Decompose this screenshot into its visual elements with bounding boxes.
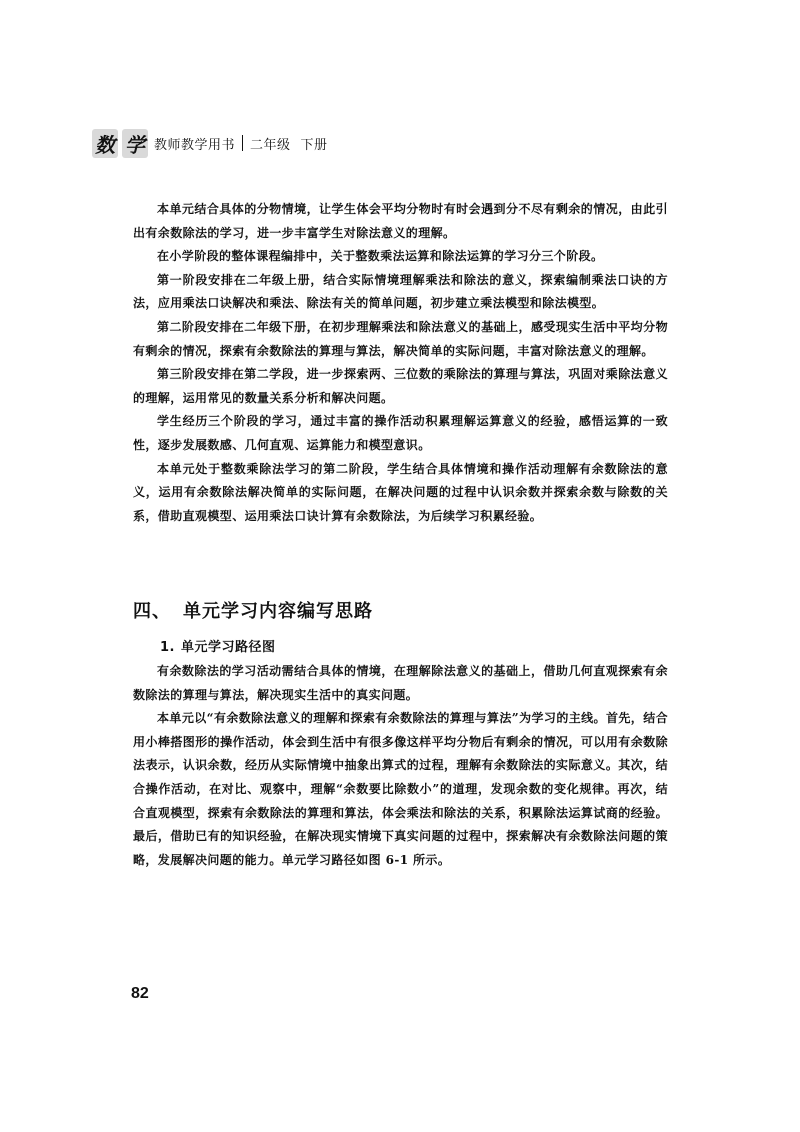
paragraph: 有余数除法的学习活动需结合具体的情境，在理解除法意义的基础上，借助几何直观探索有余数除法的算理与算法，解决现实生活中的真实问题。 <box>133 664 668 702</box>
running-header <box>92 128 328 158</box>
paragraph: 第二阶段安排在二年级下册，在初步理解乘法和除法意义的基础上，感受现实生活中平均分物有剩余的情况，探索有余数除法的算理与算法，解决简单的实际问题，丰富对除法意义的理解。 <box>133 319 668 358</box>
intro-text-block <box>133 198 668 528</box>
header-divider <box>242 135 243 151</box>
grade-label: 二年级 <box>250 137 291 153</box>
book-title: 教师教学用书 <box>154 137 236 153</box>
subsection-heading <box>160 636 276 655</box>
paragraph: 学生经历三个阶段的学习，通过丰富的操作活动积累理解运算意义的经验，感悟运算的一致性，逐步发展数感、几何直观、运算能力和模型意识。 <box>133 414 668 452</box>
subject-logo <box>92 129 148 158</box>
paragraph: 本单元结合具体的分物情境，让学生体会平均分物时有时会遇到分不尽有剩余的情况，由此引出有余数除法的学习，进一步丰富学生对除法意义的理解。 <box>133 202 668 240</box>
section-text-block <box>133 660 668 872</box>
subject-logo-char: 学 <box>122 129 148 158</box>
paragraph: 本单元处于整数乘除法学习的第二阶段，学生结合具体情境和操作活动理解有余数除法的意义，运用有余数除法解决简单的实际问题，在解决问题的过程中认识余数并探索余数与除数的关系，借助直观模型、运用乘法口诀计算有余数除法，为后续学习积累经验。 <box>133 461 668 523</box>
section-heading <box>133 597 373 623</box>
term-label: 下册 <box>300 137 328 153</box>
page-number: 82 <box>131 985 149 1002</box>
section-number: 四、 <box>133 601 171 622</box>
subsection-number: 1. <box>160 640 175 655</box>
subject-logo-char: 数 <box>92 129 118 158</box>
paragraph: 在小学阶段的整体课程编排中，关于整数乘法运算和除法运算的学习分三个阶段。 <box>157 249 604 264</box>
section-title: 单元学习内容编写思路 <box>183 601 373 622</box>
paragraph: 第三阶段安排在第二学段，进一步探索两、三位数的乘除法的算理与算法，巩固对乘除法意义的理解，运用常见的数量关系分析和解决问题。 <box>133 367 668 405</box>
paragraph: 本单元以“有余数除法意义的理解和探索有余数除法的算理与算法”为学习的主线。首先，结合用小棒搭图形的操作活动，体会到生活中有很多像这样平均分物后有剩余的情况，可以用有余数除法表示，认识余数，经历从实际情境中抽象出算式的过程，理解有余数除法的实际意义。其次，结合操作活动，在对比、观察中，理解“余数要比除数小”的道理，发现余数的变化规律。再次，结合直观模型，探索有余数除法的算理和算法，体会乘法和除法的关系，积累除法运算试商的经验。最后，借助已有的知识经验，在解决现实情境下真实问题的过程中，探索解决有余数除法问题的策略，发展解决问题的能力。单元学习路径如图 6-1 所示。 <box>133 711 668 867</box>
subsection-title: 单元学习路径图 <box>180 640 276 655</box>
paragraph: 第一阶段安排在二年级上册，结合实际情境理解乘法和除法的意义，探索编制乘法口诀的方法，应用乘法口诀解决和乘法、除法有关的简单问题，初步建立乘法模型和除法模型。 <box>133 272 668 311</box>
